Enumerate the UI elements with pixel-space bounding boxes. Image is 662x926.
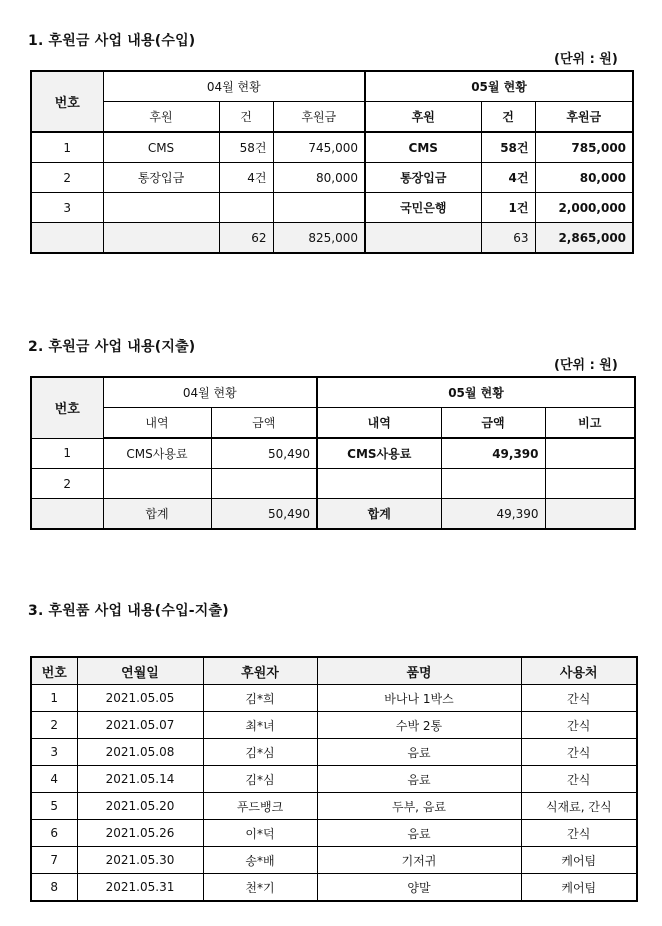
table-row bbox=[31, 132, 633, 163]
row-no: 3 bbox=[31, 193, 103, 223]
row-usage: 케어팀 bbox=[521, 847, 637, 874]
row-no: 2 bbox=[31, 163, 103, 193]
may-count: 58건 bbox=[481, 132, 535, 163]
april-amount-header: 후원금 bbox=[273, 102, 365, 133]
may-donor: 국민은행 bbox=[365, 193, 481, 223]
row-donor: 김*희 bbox=[203, 685, 317, 712]
row-no: 8 bbox=[31, 874, 77, 902]
row-usage: 식재료, 간식 bbox=[521, 793, 637, 820]
row-date: 2021.05.20 bbox=[77, 793, 203, 820]
row-date: 2021.05.05 bbox=[77, 685, 203, 712]
income-table bbox=[30, 70, 634, 254]
row-item: 바나나 1박스 bbox=[317, 685, 521, 712]
row-date: 2021.05.31 bbox=[77, 874, 203, 902]
total-row bbox=[31, 499, 635, 530]
header-no: 번호 bbox=[31, 377, 103, 438]
row-no: 3 bbox=[31, 739, 77, 766]
section2-title: 2. 후원금 사업 내용(지출) bbox=[28, 339, 196, 355]
row-item: 기저귀 bbox=[317, 847, 521, 874]
total-no-cell bbox=[31, 223, 103, 254]
row-no: 2 bbox=[31, 469, 103, 499]
may-total-count: 63 bbox=[481, 223, 535, 254]
may-count: 4건 bbox=[481, 163, 535, 193]
april-amount: 745,000 bbox=[273, 132, 365, 163]
total-note-cell bbox=[545, 499, 635, 530]
row-usage: 간식 bbox=[521, 712, 637, 739]
row-donor: 송*배 bbox=[203, 847, 317, 874]
april-amount: 50,490 bbox=[211, 438, 317, 469]
table-row bbox=[31, 766, 637, 793]
row-date: 2021.05.26 bbox=[77, 820, 203, 847]
may-item-header: 내역 bbox=[317, 408, 441, 439]
table-row bbox=[31, 438, 635, 469]
header-usage: 사용처 bbox=[521, 657, 637, 685]
may-amount bbox=[441, 469, 545, 499]
table-row bbox=[31, 163, 633, 193]
header-no: 번호 bbox=[31, 71, 103, 132]
row-item: 음료 bbox=[317, 820, 521, 847]
april-count-header: 건 bbox=[219, 102, 273, 133]
may-amount: 2,000,000 bbox=[535, 193, 633, 223]
table-row bbox=[31, 793, 637, 820]
may-note bbox=[545, 469, 635, 499]
may-item bbox=[317, 469, 441, 499]
may-total-amount: 49,390 bbox=[441, 499, 545, 530]
section1-title: 1. 후원금 사업 내용(수입) bbox=[28, 33, 196, 49]
row-donor: 김*심 bbox=[203, 739, 317, 766]
table-row bbox=[31, 847, 637, 874]
may-donor: 통장입금 bbox=[365, 163, 481, 193]
may-donor: CMS bbox=[365, 132, 481, 163]
april-period-header: 04월 현황 bbox=[103, 377, 317, 408]
may-donor-header: 후원 bbox=[365, 102, 481, 133]
row-item: 두부, 음료 bbox=[317, 793, 521, 820]
row-usage: 간식 bbox=[521, 820, 637, 847]
table-row bbox=[31, 820, 637, 847]
total-april-label-cell bbox=[103, 223, 219, 254]
april-donor bbox=[103, 193, 219, 223]
total-no-cell bbox=[31, 499, 103, 530]
may-amount-header: 후원금 bbox=[535, 102, 633, 133]
table-row bbox=[31, 193, 633, 223]
april-total-amount: 50,490 bbox=[211, 499, 317, 530]
april-amount-header: 금액 bbox=[211, 408, 317, 439]
row-item: 음료 bbox=[317, 739, 521, 766]
may-period-header: 05월 현황 bbox=[317, 377, 635, 408]
april-donor-header: 후원 bbox=[103, 102, 219, 133]
may-amount-header: 금액 bbox=[441, 408, 545, 439]
header-no: 번호 bbox=[31, 657, 77, 685]
row-donor: 푸드뱅크 bbox=[203, 793, 317, 820]
may-period-header: 05월 현황 bbox=[365, 71, 633, 102]
row-date: 2021.05.14 bbox=[77, 766, 203, 793]
april-count: 58건 bbox=[219, 132, 273, 163]
may-count-header: 건 bbox=[481, 102, 535, 133]
total-row bbox=[31, 223, 633, 254]
row-no: 1 bbox=[31, 685, 77, 712]
april-donor: CMS bbox=[103, 132, 219, 163]
row-no: 7 bbox=[31, 847, 77, 874]
april-item-header: 내역 bbox=[103, 408, 211, 439]
row-item: 음료 bbox=[317, 766, 521, 793]
row-donor: 김*심 bbox=[203, 766, 317, 793]
header-date: 연월일 bbox=[77, 657, 203, 685]
april-count bbox=[219, 193, 273, 223]
april-period-header: 04월 현황 bbox=[103, 71, 365, 102]
may-amount: 49,390 bbox=[441, 438, 545, 469]
table-row bbox=[31, 874, 637, 902]
row-no: 5 bbox=[31, 793, 77, 820]
section1-unit: (단위 : 원) bbox=[554, 52, 618, 67]
expense-table bbox=[30, 376, 636, 530]
section2-unit: (단위 : 원) bbox=[554, 358, 618, 373]
row-date: 2021.05.30 bbox=[77, 847, 203, 874]
april-total-label: 합계 bbox=[103, 499, 211, 530]
row-donor: 최*녀 bbox=[203, 712, 317, 739]
row-usage: 간식 bbox=[521, 766, 637, 793]
row-item: 수박 2통 bbox=[317, 712, 521, 739]
row-no: 2 bbox=[31, 712, 77, 739]
row-usage: 케어팀 bbox=[521, 874, 637, 902]
april-total-amount: 825,000 bbox=[273, 223, 365, 254]
april-amount: 80,000 bbox=[273, 163, 365, 193]
total-may-label-cell bbox=[365, 223, 481, 254]
row-usage: 간식 bbox=[521, 685, 637, 712]
may-amount: 785,000 bbox=[535, 132, 633, 163]
row-no: 6 bbox=[31, 820, 77, 847]
row-no: 4 bbox=[31, 766, 77, 793]
row-donor: 이*덕 bbox=[203, 820, 317, 847]
table-row bbox=[31, 685, 637, 712]
may-count: 1건 bbox=[481, 193, 535, 223]
header-item: 품명 bbox=[317, 657, 521, 685]
row-donor: 천*기 bbox=[203, 874, 317, 902]
may-total-label: 합계 bbox=[317, 499, 441, 530]
april-item: CMS사용료 bbox=[103, 438, 211, 469]
april-total-count: 62 bbox=[219, 223, 273, 254]
may-note-header: 비고 bbox=[545, 408, 635, 439]
april-donor: 통장입금 bbox=[103, 163, 219, 193]
header-donor: 후원자 bbox=[203, 657, 317, 685]
row-date: 2021.05.08 bbox=[77, 739, 203, 766]
table-row bbox=[31, 739, 637, 766]
may-item: CMS사용료 bbox=[317, 438, 441, 469]
may-note bbox=[545, 438, 635, 469]
row-no: 1 bbox=[31, 438, 103, 469]
row-usage: 간식 bbox=[521, 739, 637, 766]
april-item bbox=[103, 469, 211, 499]
may-total-amount: 2,865,000 bbox=[535, 223, 633, 254]
donated-goods-table bbox=[30, 656, 638, 902]
table-row bbox=[31, 469, 635, 499]
row-item: 양말 bbox=[317, 874, 521, 902]
april-count: 4건 bbox=[219, 163, 273, 193]
section3-title: 3. 후원품 사업 내용(수입-지출) bbox=[28, 603, 229, 619]
may-amount: 80,000 bbox=[535, 163, 633, 193]
april-amount bbox=[273, 193, 365, 223]
row-no: 1 bbox=[31, 132, 103, 163]
april-amount bbox=[211, 469, 317, 499]
row-date: 2021.05.07 bbox=[77, 712, 203, 739]
table-row bbox=[31, 712, 637, 739]
